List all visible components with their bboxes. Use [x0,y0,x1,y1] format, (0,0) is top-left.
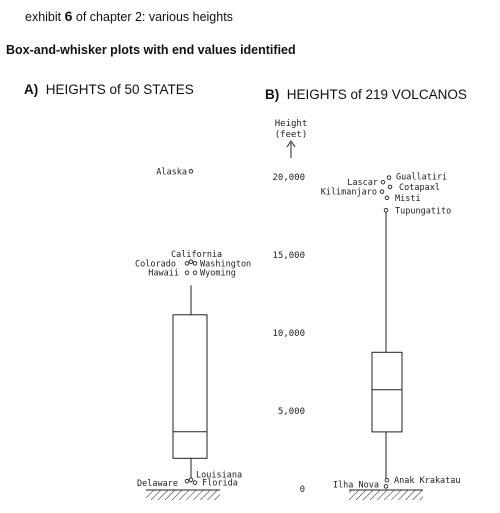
end-value-label: California [171,249,223,260]
y-tick-label: 10,000 [272,329,305,339]
end-value-label: Hawaii [148,268,179,279]
end-value-point [193,271,197,275]
exhibit-number: 6 [64,8,73,24]
end-value-label: Colorado [135,259,176,270]
y-axis-label-line2: (feet) [274,130,308,140]
end-value-point [381,180,385,184]
chart-subtitle: Box-and-whisker plots with end values identified [6,43,296,57]
end-value-point [387,176,391,180]
end-value-label: Lascar [347,178,378,189]
panel-b-title: HEIGHTS of 219 VOLCANOS [286,87,467,102]
y-tick-label: 5,000 [277,407,305,417]
end-value-point [384,209,388,213]
end-value-label: Delaware [137,479,178,490]
panel-a-plot [135,167,251,500]
end-value-label: Alaska [156,167,187,178]
y-axis-label [275,119,308,158]
end-value-label: Misti [395,193,421,204]
end-value-label: Kilimanjaro [320,187,377,198]
end-value-label: Wyoming [200,268,236,279]
end-value-point [380,190,384,194]
ground-hatch [349,490,423,500]
panel-a-label: A) [24,82,39,97]
end-value-point [388,185,392,189]
end-value-point [189,260,193,264]
y-tick-label: 20,000 [272,173,305,183]
end-value-point [185,271,189,275]
end-value-point [189,170,193,174]
end-value-label: Louisiana [196,470,243,481]
end-value-point [189,478,193,482]
end-value-label: Guallatiri [396,172,448,183]
end-value-point [193,481,197,485]
panel-b-label: B) [265,87,280,102]
y-tick-label: 15,000 [272,251,305,261]
end-value-label: Washington [200,259,252,270]
end-value-point [385,196,389,200]
exhibit-suffix: of chapter 2: various heights [72,10,233,24]
end-value-point [385,478,389,482]
iqr-box [173,315,207,459]
end-value-label: Florida [202,478,238,489]
end-value-point [185,262,189,266]
end-value-point [185,479,189,483]
y-axis-label-line1: Height [274,119,308,129]
panel-b-plot [321,173,461,500]
exhibit-prefix: exhibit [25,10,62,24]
ground-hatch [146,490,220,500]
end-value-point [193,262,197,266]
y-tick-label: 0 [299,485,305,495]
iqr-box [372,352,402,432]
end-value-label: Tupungatito [395,206,452,217]
panel-a-title: HEIGHTS of 50 STATES [45,82,194,97]
y-axis-ticks [272,173,305,495]
end-value-point [384,485,388,489]
end-value-label: Ilha Nova [332,480,379,491]
end-value-label: Cotapaxl [399,182,440,193]
end-value-label: Anak Krakatau [394,476,461,487]
